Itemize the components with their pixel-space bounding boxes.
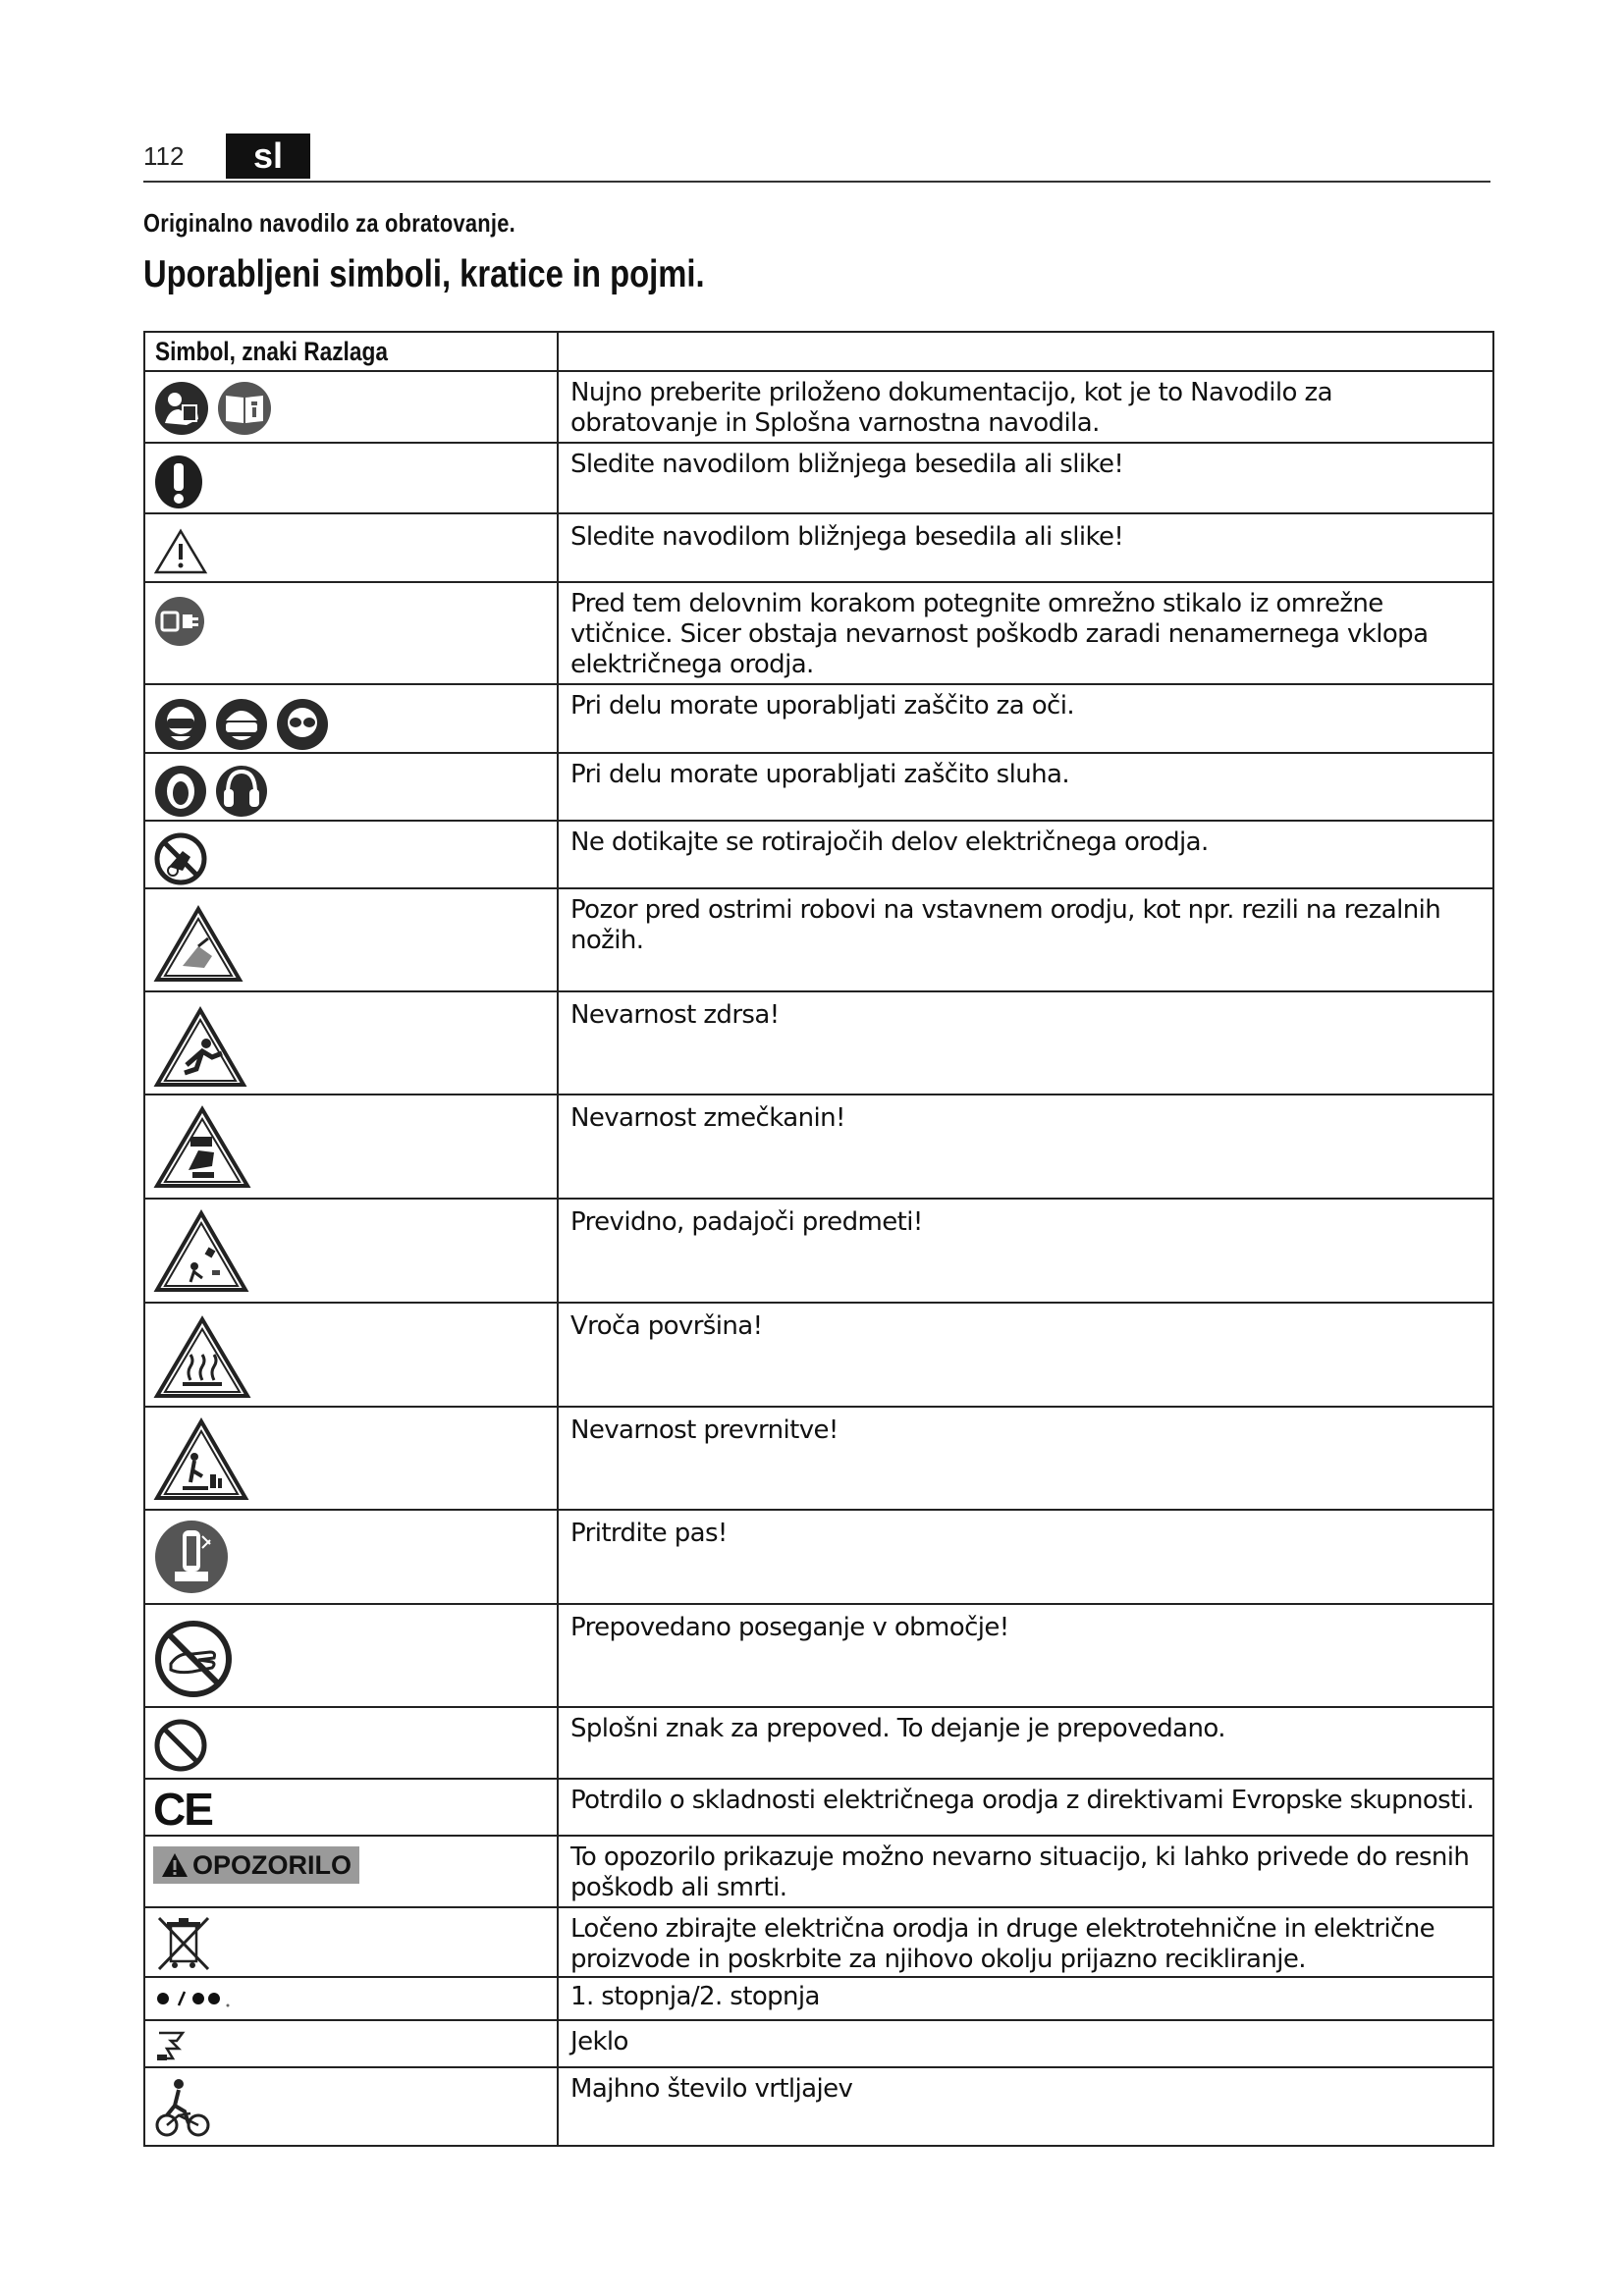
sharp-edges-warning-icon [153, 905, 244, 984]
table-row [144, 753, 1493, 821]
explanation-cell: Previdno, padajoči predmeti! [558, 1199, 1493, 1303]
table-header-row [144, 332, 1493, 371]
explanation-cell: Sledite navodilom bližnjega besedila ali slike! [558, 513, 1493, 582]
table-row [144, 443, 1493, 513]
steel-icon [153, 2029, 189, 2062]
symbol-cell [144, 513, 558, 582]
section-title: Uporabljeni simboli, kratice in pojmi. [143, 253, 705, 295]
symbol-cell [144, 888, 558, 991]
no-reaching-icon [153, 1619, 234, 1699]
table-row [144, 2067, 1493, 2146]
explanation-cell: Splošni znak za prepoved. To dejanje je prepovedano. [558, 1707, 1493, 1779]
explanation-cell: Pozor pred ostrimi robovi na vstavnem orodju, kot npr. rezili na rezalnih nožih. [558, 888, 1493, 991]
explanation-cell: Nevarnost prevrnitve! [558, 1407, 1493, 1510]
symbol-cell [144, 753, 558, 821]
ce-mark-icon: CE [153, 1784, 212, 1835]
explanation-cell: Prepovedano poseganje v območje! [558, 1604, 1493, 1707]
explanation-cell: Sledite navodilom bližnjega besedila ali slike! [558, 443, 1493, 513]
symbol-cell [144, 1095, 558, 1199]
symbol-cell [144, 1707, 558, 1779]
symbol-cell [144, 991, 558, 1095]
table-row [144, 1199, 1493, 1303]
table-row [144, 1907, 1493, 1977]
crush-warning-icon [153, 1105, 251, 1190]
symbol-cell [144, 1836, 558, 1907]
opozorilo-label: OPOZORILO [192, 1849, 352, 1880]
table-row [144, 991, 1493, 1095]
page-header [143, 133, 1490, 183]
explanation-cell: 1. stopnja/2. stopnja [558, 1977, 1493, 2020]
table-row [144, 1836, 1493, 1907]
symbol-cell [144, 1303, 558, 1407]
explanation-cell: Pred tem delovnim korakom potegnite omrežno stikalo iz omrežne vtičnice. Sicer obstaja nevarnost poškodb zaradi nenamernega vklopa električnega orodja. [558, 582, 1493, 684]
table-row [144, 1604, 1493, 1707]
explanation-cell: Vroča površina! [558, 1303, 1493, 1407]
symbols-table [143, 331, 1494, 2147]
hot-surface-warning-icon [153, 1315, 251, 1400]
symbol-cell [144, 684, 558, 753]
table-row [144, 371, 1493, 443]
table-row [144, 1779, 1493, 1836]
symbol-cell [144, 1510, 558, 1604]
explanation-cell: Pri delu morate uporabljati zaščito za oči. [558, 684, 1493, 753]
table-row [144, 1510, 1493, 1604]
explanation-cell: Majhno število vrtljajev [558, 2067, 1493, 2146]
warning-triangle-small-icon [161, 1852, 189, 1878]
table-row [144, 684, 1493, 753]
stage-dots-icon [153, 1988, 242, 2009]
table-row [144, 1407, 1493, 1510]
explanation-cell: Pri delu morate uporabljati zaščito sluha. [558, 753, 1493, 821]
symbol-cell [144, 371, 558, 443]
explanation-cell: Jeklo [558, 2020, 1493, 2067]
table-row [144, 821, 1493, 888]
face-shield-icon [214, 697, 269, 752]
symbol-cell [144, 582, 558, 684]
safety-glasses-icon [275, 697, 330, 752]
table-row [144, 1977, 1493, 2020]
table-row [144, 1095, 1493, 1199]
table-row [144, 2020, 1493, 2067]
explanation-cell: Nevarnost zdrsa! [558, 991, 1493, 1095]
symbol-cell [144, 1199, 558, 1303]
tipping-warning-icon [153, 1417, 249, 1502]
unplug-icon [153, 595, 206, 648]
symbol-cell [144, 1604, 558, 1707]
symbol-cell [144, 1779, 558, 1836]
language-tab: sl [226, 133, 310, 179]
explanation-cell: Potrdilo o skladnosti električnega orodja z direktivami Evropske skupnosti. [558, 1779, 1493, 1836]
symbol-cell [144, 821, 558, 888]
symbol-cell [144, 2020, 558, 2067]
symbol-cell [144, 2067, 558, 2146]
slip-warning-icon [153, 1006, 247, 1089]
manual-book-icon [216, 380, 273, 437]
ear-protection-icon [153, 764, 208, 819]
explanation-cell: Ne dotikajte se rotirajočih delov električnega orodja. [558, 821, 1493, 888]
symbol-cell [144, 443, 558, 513]
mandatory-exclamation-icon [153, 454, 204, 510]
table-header-symbol: Simbol, znaki Razlaga [144, 332, 558, 371]
read-manual-icon [153, 380, 210, 437]
explanation-cell: Nevarnost zmečkanin! [558, 1095, 1493, 1199]
no-touch-rotating-icon [153, 831, 208, 886]
explanation-cell: Pritrdite pas! [558, 1510, 1493, 1604]
table-row [144, 1303, 1493, 1407]
table-header-explanation [558, 332, 1493, 371]
table-row [144, 513, 1493, 582]
table-row [144, 1707, 1493, 1779]
symbol-cell [144, 1907, 558, 1977]
fasten-belt-icon [153, 1519, 230, 1595]
table-row [144, 582, 1493, 684]
explanation-cell: Nujno preberite priloženo dokumentacijo, kot je to Navodilo za obratovanje in Splošna varnostna navodila. [558, 371, 1493, 443]
explanation-cell: To opozorilo prikazuje možno nevarno situacijo, ki lahko privede do resnih poškodb ali smrti. [558, 1836, 1493, 1907]
falling-objects-warning-icon [153, 1209, 249, 1294]
symbol-cell [144, 1407, 558, 1510]
explanation-cell: Ločeno zbirajte električna orodja in druge elektrotehnične in električne proizvode in poskrbite za njihovo okolju prijazno recikliranje. [558, 1907, 1493, 1977]
document-subtitle: Originalno navodilo za obratovanje. [143, 208, 515, 238]
prohibition-icon [153, 1718, 208, 1773]
weee-bin-icon [153, 1914, 214, 1973]
ear-muffs-icon [214, 764, 269, 819]
warning-triangle-icon [153, 528, 208, 575]
table-row [144, 888, 1493, 991]
symbol-cell [144, 1977, 558, 2020]
low-speed-bicycle-icon [153, 2076, 214, 2139]
goggles-icon [153, 697, 208, 752]
opozorilo-badge [153, 1846, 359, 1884]
page-number: 112 [143, 141, 185, 171]
